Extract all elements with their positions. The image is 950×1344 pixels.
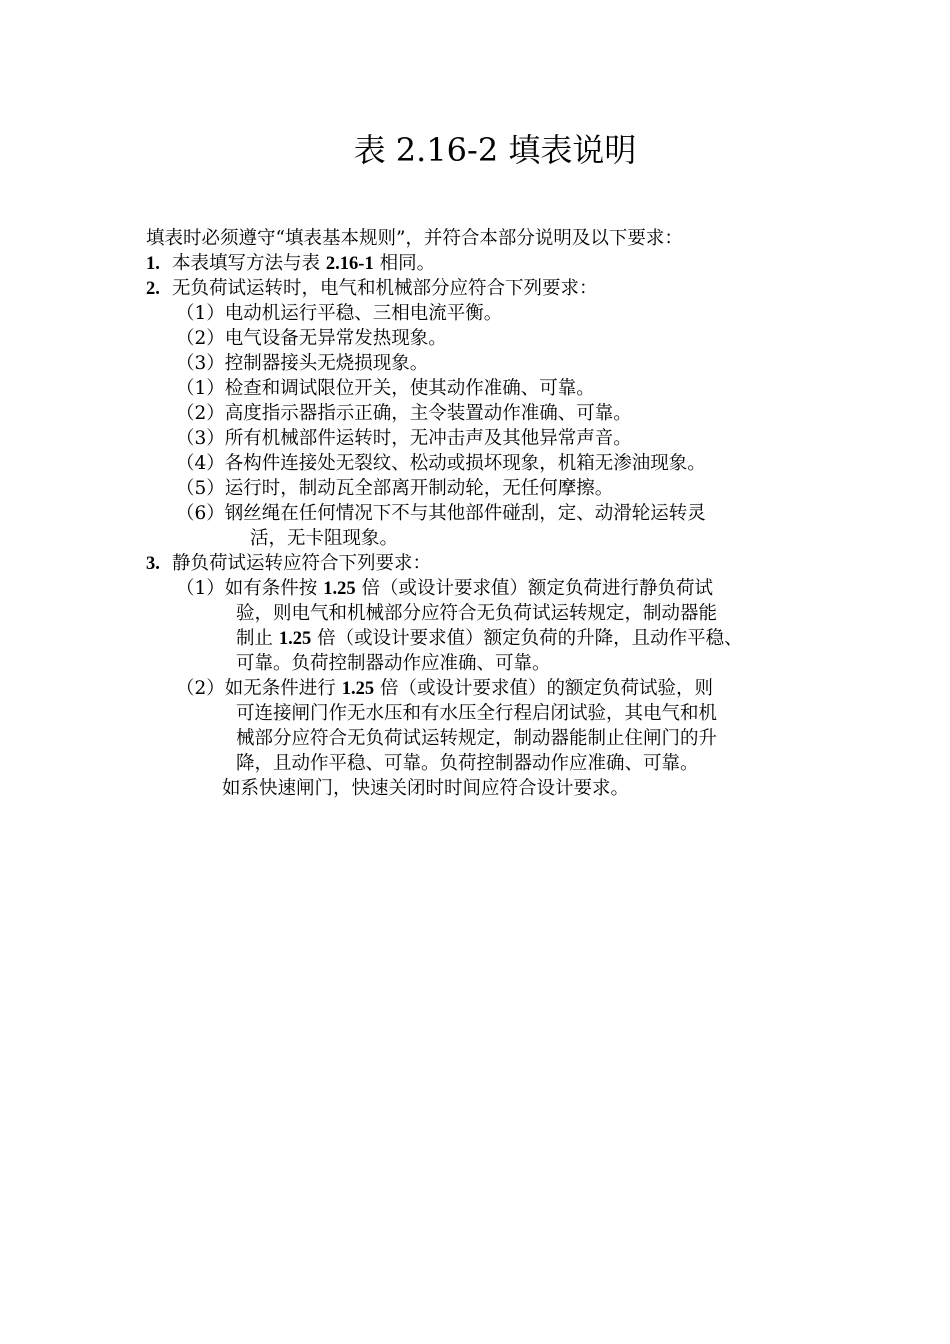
item-2-sub [176,301,502,326]
item-2-sub [176,401,632,426]
sub-text: 电气设备无异常发热现象。 [224,328,447,349]
item-2-sub [176,351,428,376]
sub-number: （6） [176,503,225,524]
sub-text: 各构件连接处无裂纹、松动或损坏现象，机箱无渗油现象。 [224,453,706,474]
sub-number: （1） [176,578,225,599]
sub-text: 如有条件按 [224,578,318,599]
sub-number: （1） [176,378,225,399]
sub-text: 倍（或设计要求值）额定负荷的升降，且动作平稳、 [317,628,743,649]
sub-number: （5） [176,478,225,499]
item-2 [146,276,598,302]
item-2-sub [176,501,706,526]
item-1-ref: 2.16-1 [325,254,374,274]
item-3-sub-1-line [236,626,743,652]
item-3 [146,551,431,577]
sub-number: （3） [176,428,225,449]
item-2-number: 2. [146,279,160,299]
sub-number: （2） [176,403,225,424]
item-2-sub [176,376,595,401]
item-3-note: 如系快速闸门，快速关闭时时间应符合设计要求。 [222,778,630,799]
sub-text: 倍（或设计要求值）的额定负荷试验，则 [379,678,713,699]
sub-text: 所有机械部件运转时，无冲击声及其他异常声音。 [224,428,632,449]
item-3-sub-2-line: 械部分应符合无负荷试运转规定，制动器能制止住闸门的升 [236,728,718,749]
item-1 [146,251,435,277]
item-3-sub-1-line: 可靠。负荷控制器动作应准确、可靠。 [236,653,551,674]
item-2-sub [176,426,632,451]
sub-text: 如无条件进行 [224,678,336,699]
sub-text: 高度指示器指示正确，主令装置动作准确、可靠。 [224,403,632,424]
sub-text: 电动机运行平稳、三相电流平衡。 [224,303,503,324]
page-title: 表 2.16-2 填表说明 [353,131,637,169]
item-3-sub-2 [176,676,713,702]
sub-number: （2） [176,678,225,699]
sub-number: （4） [176,453,225,474]
sub-number: （1） [176,303,225,324]
item-2-sub [176,476,613,501]
item-3-sub-1-line: 验，则电气和机械部分应符合无负荷试运转规定，制动器能 [236,603,718,624]
sub-number: （3） [176,353,225,374]
item-2-text: 无负荷试运转时，电气和机械部分应符合下列要求： [172,278,598,299]
item-1-number: 1. [146,254,160,274]
item-2-sub [176,326,447,351]
sub-number: （2） [176,328,225,349]
sub-text: 倍（或设计要求值）额定负荷进行静负荷试 [361,578,713,599]
sub-value: 1.25 [323,579,356,599]
item-3-number: 3. [146,554,160,574]
sub-text: 检查和调试限位开关，使其动作准确、可靠。 [224,378,595,399]
item-2-sub [176,451,706,476]
sub-text: 钢丝绳在任何情况下不与其他部件碰刮，定、动滑轮运转灵 [224,503,706,524]
sub-text: 运行时，制动瓦全部离开制动轮，无任何摩擦。 [224,478,614,499]
item-1-text-b: 相同。 [379,253,436,274]
item-3-sub-2-line: 可连接闸门作无水压和有水压全行程启闭试验，其电气和机 [236,703,718,724]
sub-text: 控制器接头无烧损现象。 [224,353,429,374]
item-1-text-a: 本表填写方法与表 [172,253,321,274]
item-3-text: 静负荷试运转应符合下列要求： [172,553,432,574]
item-2-sub-continuation: 活，无卡阻现象。 [250,528,399,549]
sub-value: 1.25 [341,679,375,699]
intro-text: 填表时必须遵守“填表基本规则”，并符合本部分说明及以下要求： [146,228,683,249]
sub-value: 1.25 [278,629,312,649]
item-3-sub-1 [176,576,713,602]
item-3-sub-2-line: 降，且动作平稳、可靠。负荷控制器动作应准确、可靠。 [236,753,699,774]
sub-text: 制止 [236,628,274,649]
